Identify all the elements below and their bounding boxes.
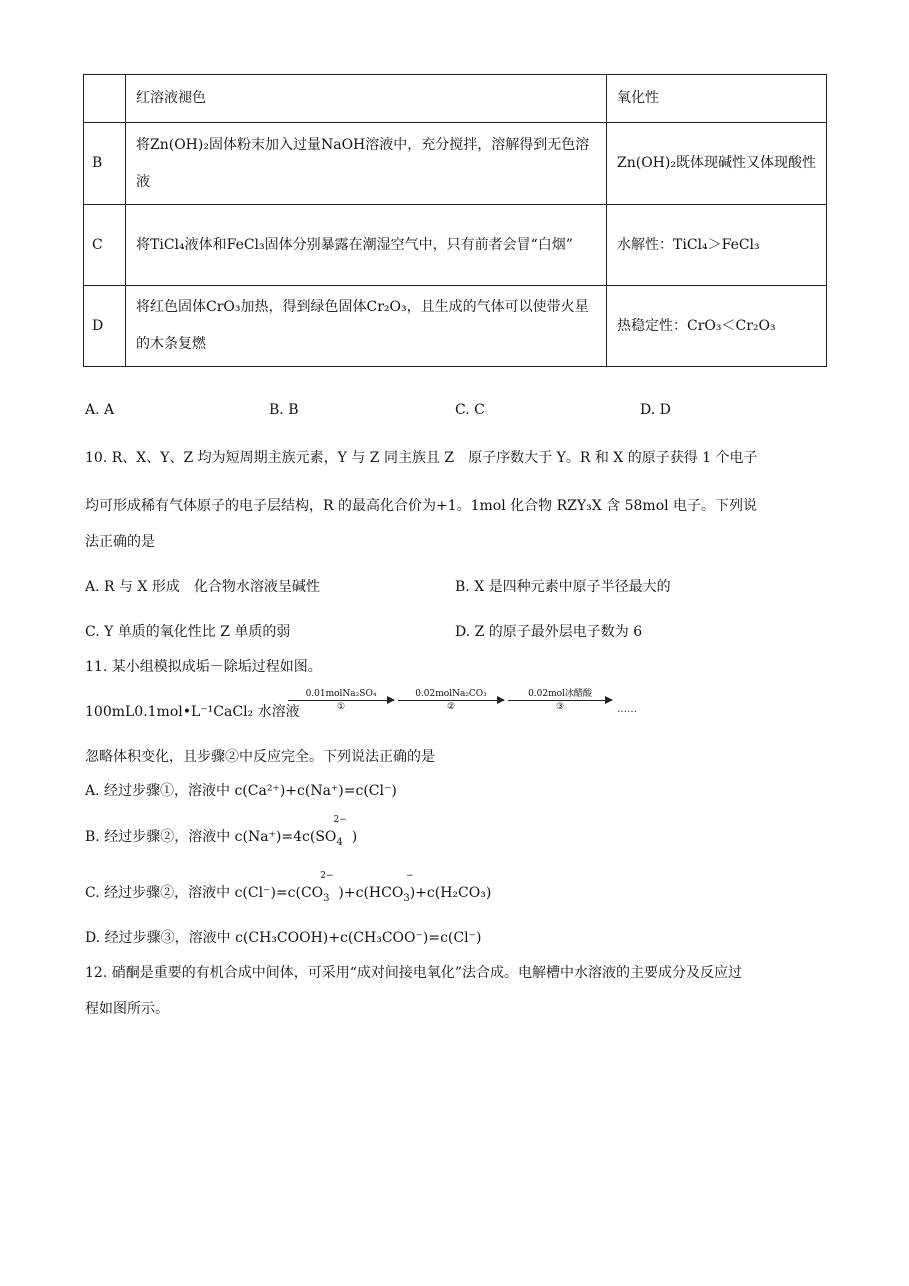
step3-number: ③ bbox=[555, 702, 565, 712]
carbonate-subscript: 3 bbox=[323, 892, 330, 904]
step2-number: ② bbox=[446, 702, 456, 712]
carbonate-ion bbox=[320, 871, 334, 904]
step1-reagent: 0.01molNa₂SO₄ bbox=[305, 689, 377, 699]
q10-option-c: C. Y 单质的氧化性比 Z 单质的弱 bbox=[85, 624, 291, 640]
sulfate-subscript: 4 bbox=[336, 836, 343, 848]
q10-line-2: 均可形成稀有气体原子的电子层结构，R 的最高化合价为+1。1mol 化合物 RZY₃X 含 58mol 电子。下列说 bbox=[85, 498, 758, 514]
q12-line-2: 程如图所示。 bbox=[85, 1001, 169, 1017]
row-conclusion: 水解性：TiCl₄＞FeCl₃ bbox=[607, 205, 827, 286]
row-conclusion: Zn(OH)₂既体现碱性又体现酸性 bbox=[607, 123, 827, 205]
q11-title: 11. 某小组模拟成垢－除垢过程如图。 bbox=[85, 659, 322, 675]
row-label bbox=[84, 75, 126, 123]
q11-ellipsis: …… bbox=[617, 704, 637, 715]
question-9-table bbox=[83, 74, 827, 367]
table-row bbox=[84, 75, 827, 123]
row-operation: 将TiCl₄液体和FeCl₃固体分别暴露在潮湿空气中，只有前者会冒“白烟” bbox=[126, 205, 607, 286]
q11-start-solution: 100mL0.1mol•L⁻¹CaCl₂ 水溶液 bbox=[85, 704, 300, 720]
row-label: D bbox=[84, 286, 126, 367]
q11-option-a: A. 经过步骤①，溶液中 c(Ca²⁺)+c(Na⁺)=c(Cl⁻) bbox=[85, 783, 397, 799]
step1-number: ① bbox=[336, 702, 346, 712]
q9-option-a: A. A bbox=[85, 402, 115, 418]
step3-reagent: 0.02mol冰醋酸 bbox=[528, 689, 592, 699]
q10-option-b: B. X 是四种元素中原子半径最大的 bbox=[455, 579, 671, 595]
q10-line-3: 法正确的是 bbox=[85, 534, 155, 550]
sulfate-ion bbox=[333, 815, 347, 848]
bicarbonate-subscript: 3 bbox=[403, 892, 410, 904]
row-conclusion: 氧化性 bbox=[607, 75, 827, 123]
table-row bbox=[84, 123, 827, 205]
sulfate-charge: 2− bbox=[333, 815, 347, 825]
row-operation: 红溶液褪色 bbox=[126, 75, 607, 123]
q10-option-a: A. R 与 X 形成 化合物水溶液呈碱性 bbox=[85, 579, 320, 595]
q11-step3-arrow bbox=[508, 688, 612, 713]
carbonate-charge: 2− bbox=[320, 871, 334, 881]
q11-note: 忽略体积变化，且步骤②中反应完全。下列说法正确的是 bbox=[85, 749, 435, 765]
row-label: B bbox=[84, 123, 126, 205]
option-b-close: ) bbox=[351, 829, 358, 845]
q9-option-c: C. C bbox=[455, 402, 485, 418]
q11-option-b bbox=[85, 815, 358, 848]
step2-reagent: 0.02molNa₂CO₃ bbox=[415, 689, 487, 699]
q10-line-1: 10. R、X、Y、Z 均为短周期主族元素，Y 与 Z 同主族且 Z 原子序数大于 Y。R 和 X 的原子获得 1 个电子 bbox=[85, 450, 758, 466]
q10-option-d: D. Z 的原子最外层电子数为 6 bbox=[455, 624, 643, 640]
q11-option-d: D. 经过步骤③，溶液中 c(CH₃COOH)+c(CH₃COO⁻)=c(Cl⁻) bbox=[85, 930, 482, 946]
option-c-close: )+c(H₂CO₃) bbox=[409, 885, 492, 901]
q9-option-b: B. B bbox=[269, 402, 299, 418]
q12-line-1: 12. 硝酮是重要的有机合成中间体，可采用“成对间接电氧化”法合成。电解槽中水溶液的主要成分及反应过 bbox=[85, 965, 743, 981]
option-b-text: B. 经过步骤②，溶液中 c(Na⁺)=4c(SO bbox=[85, 829, 337, 845]
q11-step2-arrow bbox=[398, 688, 504, 713]
q11-option-c bbox=[85, 871, 492, 904]
bicarbonate-ion bbox=[403, 871, 414, 904]
q9-option-d: D. D bbox=[640, 402, 671, 418]
row-label: C bbox=[84, 205, 126, 286]
q11-step1-arrow bbox=[288, 688, 394, 713]
bicarbonate-charge: − bbox=[406, 871, 414, 881]
option-c-text: C. 经过步骤②，溶液中 c(Cl⁻)=c(CO bbox=[85, 885, 324, 901]
row-operation: 将红色固体CrO₃加热，得到绿色固体Cr₂O₃，且生成的气体可以使带火星的木条复燃 bbox=[126, 286, 607, 367]
row-conclusion: 热稳定性：CrO₃＜Cr₂O₃ bbox=[607, 286, 827, 367]
table-row bbox=[84, 286, 827, 367]
row-operation: 将Zn(OH)₂固体粉末加入过量NaOH溶液中，充分搅拌，溶解得到无色溶液 bbox=[126, 123, 607, 205]
option-c-mid: )+c(HCO bbox=[338, 885, 404, 901]
table-row bbox=[84, 205, 827, 286]
